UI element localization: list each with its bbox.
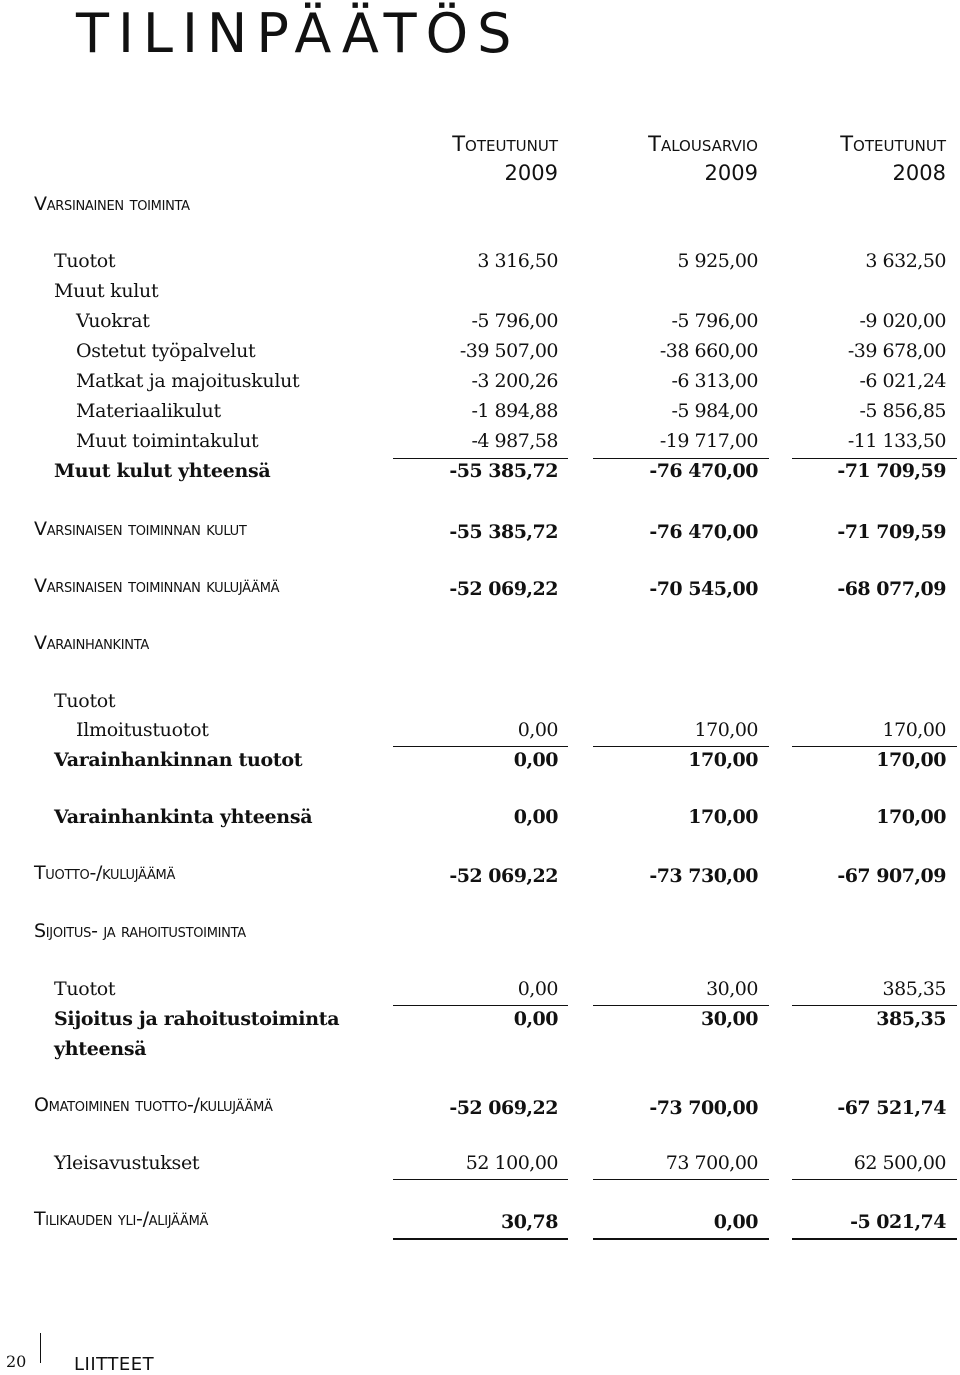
value-cell: -52 069,22 <box>449 578 558 600</box>
value-cell: -71 709,59 <box>837 460 946 482</box>
table-row <box>0 400 960 430</box>
footer-section-label: LIITTEET <box>74 1354 155 1375</box>
table-row <box>0 340 960 370</box>
sum-underline <box>792 1005 957 1006</box>
sum-underline <box>792 1179 957 1180</box>
value-cell: 385,35 <box>882 978 946 1000</box>
value-cell: -39 678,00 <box>847 340 946 362</box>
row-label: Muut toimintakulut <box>76 430 259 452</box>
value-cell: 385,35 <box>876 1008 946 1030</box>
section-omatoiminen-tuotto-kulujaama: Omatoiminen tuotto-/kulujäämä <box>34 1094 273 1116</box>
value-cell: -5 021,74 <box>850 1211 946 1233</box>
row-label-continued: yhteensä <box>54 1038 147 1060</box>
sum-underline <box>792 746 957 747</box>
value-cell: -67 521,74 <box>837 1097 946 1119</box>
row-label: Ostetut työpalvelut <box>76 340 256 362</box>
column-header-year: 2009 <box>704 161 758 185</box>
column-header-year: 2008 <box>892 161 946 185</box>
table-row <box>0 978 960 1008</box>
value-cell: -71 709,59 <box>837 521 946 543</box>
table-row <box>0 310 960 340</box>
sum-underline <box>593 1005 769 1006</box>
value-cell: 30,00 <box>701 1008 758 1030</box>
sum-underline <box>593 1179 769 1180</box>
section-total-row <box>0 575 960 605</box>
sum-underline <box>593 746 769 747</box>
value-cell: -76 470,00 <box>649 460 758 482</box>
value-cell: 30,00 <box>706 978 758 1000</box>
value-cell: -9 020,00 <box>859 310 946 332</box>
row-label: Materiaalikulut <box>76 400 221 422</box>
section-total-row <box>0 1094 960 1124</box>
section-varsinaisen-toiminnan-kulujaama: Varsinaisen toiminnan kulujäämä <box>34 575 280 597</box>
value-cell: -70 545,00 <box>649 578 758 600</box>
value-cell: 0,00 <box>513 806 558 828</box>
value-cell: 170,00 <box>694 719 758 741</box>
table-row <box>0 280 960 310</box>
table-row <box>0 370 960 400</box>
sum-underline <box>792 1238 957 1240</box>
value-cell: -76 470,00 <box>649 521 758 543</box>
value-cell: -73 730,00 <box>649 865 758 887</box>
section-total-row <box>0 1208 960 1238</box>
value-cell: -6 313,00 <box>671 370 758 392</box>
row-label: Muut kulut <box>54 280 159 302</box>
page-title: TILINPÄÄTÖS <box>76 2 521 65</box>
table-row <box>0 1152 960 1182</box>
value-cell: 0,00 <box>517 719 558 741</box>
value-cell: 170,00 <box>688 806 758 828</box>
value-cell: 170,00 <box>876 806 946 828</box>
value-cell: -39 507,00 <box>459 340 558 362</box>
value-cell: 73 700,00 <box>665 1152 758 1174</box>
section-sijoitus-rahoitustoiminta: Sijoitus- ja rahoitustoiminta <box>34 920 246 942</box>
value-cell: 170,00 <box>882 719 946 741</box>
value-cell: 30,78 <box>501 1211 558 1233</box>
row-label: Sijoitus ja rahoitustoiminta <box>54 1008 340 1030</box>
value-cell: -3 200,26 <box>471 370 558 392</box>
row-label: Matkat ja majoituskulut <box>76 370 300 392</box>
column-header-line1: Toteutunut <box>452 132 558 156</box>
section-total-row <box>0 862 960 892</box>
section-varainhankinta: Varainhankinta <box>34 632 149 654</box>
value-cell: 0,00 <box>513 1008 558 1030</box>
value-cell: -6 021,24 <box>859 370 946 392</box>
value-cell: -11 133,50 <box>847 430 946 452</box>
row-label: Muut kulut yhteensä <box>54 460 271 482</box>
section-tilikauden-yli-alijaama: Tilikauden yli-/alijäämä <box>34 1208 209 1230</box>
sum-underline <box>792 458 957 459</box>
table-row <box>0 430 960 460</box>
value-cell: -68 077,09 <box>837 578 946 600</box>
value-cell: -73 700,00 <box>649 1097 758 1119</box>
row-label: Varainhankinta yhteensä <box>54 806 313 828</box>
value-cell: 170,00 <box>876 749 946 771</box>
value-cell: -19 717,00 <box>659 430 758 452</box>
value-cell: 0,00 <box>517 978 558 1000</box>
value-cell: -5 796,00 <box>671 310 758 332</box>
sum-underline <box>593 1238 769 1240</box>
row-label: Yleisavustukset <box>54 1152 200 1174</box>
value-cell: -5 856,85 <box>859 400 946 422</box>
table-row <box>0 690 960 720</box>
sum-underline <box>393 1179 568 1180</box>
row-label: Varainhankinnan tuotot <box>54 749 303 771</box>
value-cell: 3 316,50 <box>477 250 558 272</box>
value-cell: 3 632,50 <box>865 250 946 272</box>
row-label: Tuotot <box>54 978 116 1000</box>
column-header-line1: Toteutunut <box>840 132 946 156</box>
section-total-row <box>0 518 960 548</box>
value-cell: -52 069,22 <box>449 865 558 887</box>
row-label: Tuotot <box>54 690 116 712</box>
section-varsinainen-toiminta: Varsinainen toiminta <box>34 193 190 215</box>
value-cell: -38 660,00 <box>659 340 758 362</box>
value-cell: -52 069,22 <box>449 1097 558 1119</box>
row-label: Tuotot <box>54 250 116 272</box>
value-cell: -55 385,72 <box>449 521 558 543</box>
total-row <box>0 460 960 490</box>
value-cell: 0,00 <box>713 1211 758 1233</box>
column-header-toteutunut-2008 <box>746 130 946 188</box>
value-cell: -4 987,58 <box>471 430 558 452</box>
column-header-toteutunut-2009 <box>358 130 558 188</box>
value-cell: 170,00 <box>688 749 758 771</box>
value-cell: 52 100,00 <box>465 1152 558 1174</box>
row-label: Vuokrat <box>76 310 150 332</box>
sum-underline <box>593 458 769 459</box>
value-cell: 0,00 <box>513 749 558 771</box>
value-cell: -1 894,88 <box>471 400 558 422</box>
value-cell: -67 907,09 <box>837 865 946 887</box>
section-varsinaisen-toiminnan-kulut: Varsinaisen toiminnan kulut <box>34 518 247 540</box>
sum-underline <box>393 1005 568 1006</box>
value-cell: 5 925,00 <box>677 250 758 272</box>
sum-underline <box>393 458 568 459</box>
section-tuotto-kulujaama: Tuotto-/kulujäämä <box>34 862 176 884</box>
column-header-year: 2009 <box>504 161 558 185</box>
column-header-talousarvio-2009 <box>558 130 758 188</box>
total-row <box>0 749 960 779</box>
value-cell: 62 500,00 <box>853 1152 946 1174</box>
column-header-line1: Talousarvio <box>648 132 758 156</box>
table-row <box>0 719 960 749</box>
value-cell: -5 796,00 <box>471 310 558 332</box>
page-number: 20 <box>6 1352 27 1371</box>
value-cell: -5 984,00 <box>671 400 758 422</box>
value-cell: -55 385,72 <box>449 460 558 482</box>
sum-underline <box>393 746 568 747</box>
total-row <box>0 1008 960 1068</box>
total-row <box>0 806 960 836</box>
table-row <box>0 250 960 280</box>
sum-underline <box>393 1238 568 1240</box>
row-label: Ilmoitustuotot <box>76 719 209 741</box>
